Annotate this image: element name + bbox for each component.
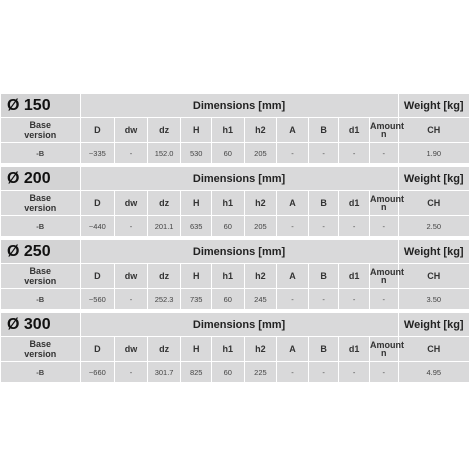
value-dw: - xyxy=(115,289,148,310)
base-version-header xyxy=(1,337,81,362)
value-h2: 205 xyxy=(244,143,277,164)
col-header-dz: dz xyxy=(147,264,181,289)
dimension-table xyxy=(0,93,470,385)
col-header-d1: d1 xyxy=(339,118,370,143)
value-amount-n: - xyxy=(369,289,398,310)
section-title-row xyxy=(1,313,470,337)
col-header-H: H xyxy=(181,118,212,143)
values-row xyxy=(1,216,470,237)
amount-label: Amount xyxy=(369,194,404,204)
value-d1: - xyxy=(339,143,370,164)
col-header-h1: h1 xyxy=(212,337,245,362)
col-header-dw: dw xyxy=(115,337,148,362)
value-h1: 60 xyxy=(212,216,245,237)
diameter-label: Ø 150 xyxy=(1,94,81,118)
col-header-CH: CH xyxy=(398,337,469,362)
value-h2: 245 xyxy=(244,289,277,310)
value-d1: - xyxy=(339,362,370,383)
value-dz: 301.7 xyxy=(147,362,181,383)
value-CH: 4.95 xyxy=(398,362,469,383)
amount-label: Amount xyxy=(369,340,404,350)
value-CH: 2.50 xyxy=(398,216,469,237)
col-header-h1: h1 xyxy=(212,191,245,216)
col-header-B: B xyxy=(308,118,339,143)
weight-heading: Weight [kg] xyxy=(398,167,469,191)
variant-label: -B xyxy=(1,362,81,383)
col-header-B: B xyxy=(308,264,339,289)
col-header-A: A xyxy=(277,264,309,289)
value-D: ~560 xyxy=(80,289,115,310)
column-header-row xyxy=(1,264,470,289)
value-dw: - xyxy=(115,143,148,164)
col-header-h1: h1 xyxy=(212,264,245,289)
col-header-D: D xyxy=(80,191,115,216)
value-h1: 60 xyxy=(212,362,245,383)
section-title-row xyxy=(1,94,470,118)
base-header-line1: Base xyxy=(29,266,52,276)
amount-n-label: n xyxy=(381,348,387,358)
value-D: ~335 xyxy=(80,143,115,164)
value-H: 635 xyxy=(181,216,212,237)
col-header-amount xyxy=(369,337,404,362)
col-header-dz: dz xyxy=(147,337,181,362)
section-title-row xyxy=(1,240,470,264)
base-header-line2: version xyxy=(24,130,57,140)
col-header-h2: h2 xyxy=(244,118,277,143)
dimensions-heading: Dimensions [mm] xyxy=(80,240,398,264)
value-h1: 60 xyxy=(212,289,245,310)
col-header-d1: d1 xyxy=(339,191,370,216)
value-h1: 60 xyxy=(212,143,245,164)
value-h2: 225 xyxy=(244,362,277,383)
value-dw: - xyxy=(115,362,148,383)
value-CH: 1.90 xyxy=(398,143,469,164)
col-header-H: H xyxy=(181,191,212,216)
col-header-h2: h2 xyxy=(244,337,277,362)
col-header-h2: h2 xyxy=(244,191,277,216)
weight-heading: Weight [kg] xyxy=(398,240,469,264)
value-A: - xyxy=(277,216,309,237)
section-spacer xyxy=(1,383,470,386)
col-header-A: A xyxy=(277,118,309,143)
col-header-B: B xyxy=(308,337,339,362)
value-amount-n: - xyxy=(369,362,398,383)
col-header-d1: d1 xyxy=(339,337,370,362)
col-header-A: A xyxy=(277,191,309,216)
values-row xyxy=(1,289,470,310)
weight-heading: Weight [kg] xyxy=(398,94,469,118)
col-header-dw: dw xyxy=(115,191,148,216)
value-H: 735 xyxy=(181,289,212,310)
values-row xyxy=(1,143,470,164)
value-B: - xyxy=(308,216,339,237)
col-header-CH: CH xyxy=(398,118,469,143)
value-h2: 205 xyxy=(244,216,277,237)
weight-heading: Weight [kg] xyxy=(398,313,469,337)
amount-label: Amount xyxy=(369,121,404,131)
diameter-label: Ø 200 xyxy=(1,167,81,191)
col-header-amount xyxy=(369,118,404,143)
amount-n-label: n xyxy=(381,129,387,139)
base-header-line1: Base xyxy=(29,193,52,203)
diameter-label: Ø 250 xyxy=(1,240,81,264)
value-d1: - xyxy=(339,216,370,237)
value-amount-n: - xyxy=(369,216,398,237)
col-header-D: D xyxy=(80,337,115,362)
col-header-CH: CH xyxy=(398,264,469,289)
base-header-line1: Base xyxy=(29,339,52,349)
col-header-h2: h2 xyxy=(244,264,277,289)
base-version-header xyxy=(1,264,81,289)
col-header-D: D xyxy=(80,118,115,143)
diameter-label: Ø 300 xyxy=(1,313,81,337)
value-H: 530 xyxy=(181,143,212,164)
value-A: - xyxy=(277,143,309,164)
col-header-H: H xyxy=(181,264,212,289)
amount-label: Amount xyxy=(369,267,404,277)
value-amount-n: - xyxy=(369,143,398,164)
value-D: ~440 xyxy=(80,216,115,237)
col-header-amount xyxy=(369,264,404,289)
dimensions-heading: Dimensions [mm] xyxy=(80,167,398,191)
col-header-CH: CH xyxy=(398,191,469,216)
column-header-row xyxy=(1,337,470,362)
value-dz: 252.3 xyxy=(147,289,181,310)
col-header-A: A xyxy=(277,337,309,362)
col-header-dz: dz xyxy=(147,118,181,143)
values-row xyxy=(1,362,470,383)
variant-label: -B xyxy=(1,143,81,164)
value-B: - xyxy=(308,362,339,383)
value-d1: - xyxy=(339,289,370,310)
base-header-line2: version xyxy=(24,203,57,213)
dimensions-heading: Dimensions [mm] xyxy=(80,94,398,118)
col-header-D: D xyxy=(80,264,115,289)
value-D: ~660 xyxy=(80,362,115,383)
base-version-header xyxy=(1,118,81,143)
base-header-line1: Base xyxy=(29,120,52,130)
variant-label: -B xyxy=(1,216,81,237)
value-H: 825 xyxy=(181,362,212,383)
col-header-amount xyxy=(369,191,404,216)
section-gap xyxy=(1,383,470,386)
base-header-line2: version xyxy=(24,276,57,286)
dimensions-heading: Dimensions [mm] xyxy=(80,313,398,337)
col-header-dw: dw xyxy=(115,264,148,289)
amount-n-label: n xyxy=(381,202,387,212)
base-header-line2: version xyxy=(24,349,57,359)
base-version-header xyxy=(1,191,81,216)
table-body xyxy=(1,94,470,386)
value-dz: 201.1 xyxy=(147,216,181,237)
value-A: - xyxy=(277,289,309,310)
column-header-row xyxy=(1,118,470,143)
section-title-row xyxy=(1,167,470,191)
amount-n-label: n xyxy=(381,275,387,285)
variant-label: -B xyxy=(1,289,81,310)
col-header-B: B xyxy=(308,191,339,216)
col-header-H: H xyxy=(181,337,212,362)
col-header-h1: h1 xyxy=(212,118,245,143)
value-dw: - xyxy=(115,216,148,237)
value-B: - xyxy=(308,143,339,164)
value-dz: 152.0 xyxy=(147,143,181,164)
value-CH: 3.50 xyxy=(398,289,469,310)
dimension-table-sheet xyxy=(0,93,470,385)
column-header-row xyxy=(1,191,470,216)
value-B: - xyxy=(308,289,339,310)
col-header-dw: dw xyxy=(115,118,148,143)
col-header-d1: d1 xyxy=(339,264,370,289)
col-header-dz: dz xyxy=(147,191,181,216)
value-A: - xyxy=(277,362,309,383)
